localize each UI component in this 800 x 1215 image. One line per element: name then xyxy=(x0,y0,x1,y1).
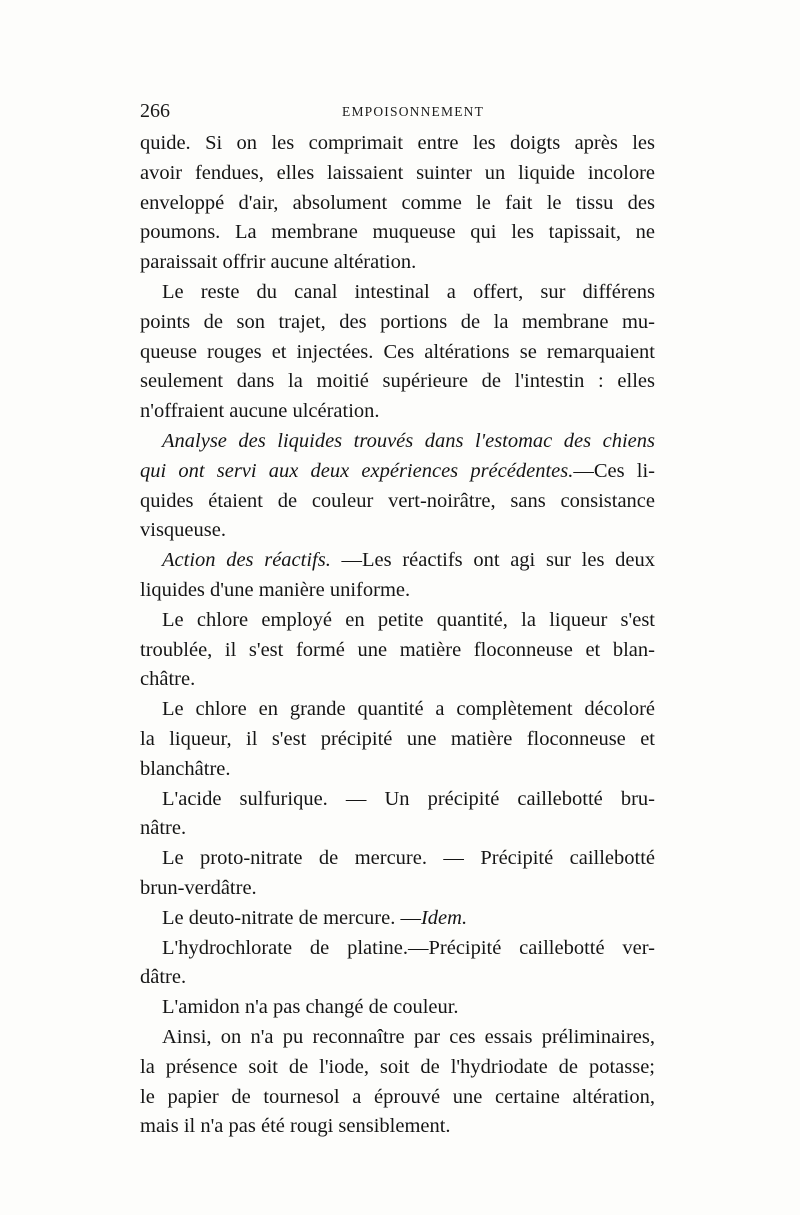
text-run: avoir fendues, elles laissaient suinter un liquide incolore xyxy=(140,161,655,184)
text-run: —Les réactifs ont agi sur les deux xyxy=(330,549,655,572)
text-line xyxy=(140,427,655,457)
text-run: blanchâtre. xyxy=(140,757,231,780)
text-line xyxy=(140,1053,655,1083)
text-run: L'amidon n'a pas changé de couleur. xyxy=(162,996,459,1019)
text-line xyxy=(140,963,655,993)
text-line xyxy=(140,397,655,427)
text-run: Le proto-nitrate de mercure. — Précipité caillebotté xyxy=(162,847,655,870)
page-number: 266 xyxy=(140,100,170,122)
italic-text: Action des réactifs. xyxy=(162,549,331,572)
text-run: Le reste du canal intestinal a offert, sur différens xyxy=(162,280,655,303)
text-line xyxy=(140,904,655,934)
text-run: dâtre. xyxy=(140,966,187,989)
text-run: brun-verdâtre. xyxy=(140,876,257,899)
text-line xyxy=(140,218,655,248)
text-line xyxy=(140,546,655,576)
text-run: liquides d'une manière uniforme. xyxy=(140,578,411,601)
text-line xyxy=(140,129,655,159)
running-head: EMPOISONNEMENT xyxy=(342,104,485,119)
text-line xyxy=(140,785,655,815)
text-run: Le chlore en grande quantité a complètement décoloré xyxy=(162,698,655,721)
text-run: châtre. xyxy=(140,668,196,691)
text-run: paraissait offrir aucune altération. xyxy=(140,251,417,274)
text-run: queuse rouges et injectées. Ces altérations se remarquaient xyxy=(140,340,655,363)
text-run: la liqueur, il s'est précipité une matière floconneuse et xyxy=(140,727,655,750)
text-run: nâtre. xyxy=(140,817,187,840)
italic-text: Idem. xyxy=(420,906,468,929)
text-run: Ainsi, on n'a pu reconnaître par ces essais préliminaires, xyxy=(162,1025,655,1048)
text-run: seulement dans la moitié supérieure de l'intestin : elles xyxy=(140,370,655,393)
text-line xyxy=(140,665,655,695)
text-line xyxy=(140,606,655,636)
text-run: Le deuto-nitrate de mercure. — xyxy=(162,906,421,929)
text-run: quides étaient de couleur vert-noirâtre, sans consistance xyxy=(140,489,655,512)
text-line xyxy=(140,934,655,964)
text-run: L'hydrochlorate de platine.—Précipité caillebotté ver- xyxy=(162,936,655,959)
text-line xyxy=(140,1112,655,1142)
text-run: poumons. La membrane muqueuse qui les tapissait, ne xyxy=(140,221,655,244)
text-run: —Ces li- xyxy=(573,459,656,482)
text-line xyxy=(140,1083,655,1113)
text-line xyxy=(140,338,655,368)
text-run: Le chlore employé en petite quantité, la liqueur s'est xyxy=(162,608,655,631)
text-line xyxy=(140,1023,655,1053)
text-run: n'offraient aucune ulcération. xyxy=(140,400,380,423)
text-line xyxy=(140,576,655,606)
body-text xyxy=(140,129,655,1142)
italic-text: qui ont servi aux deux expériences précédentes. xyxy=(140,459,574,482)
text-line xyxy=(140,308,655,338)
text-line xyxy=(140,159,655,189)
text-line xyxy=(140,814,655,844)
text-run: points de son trajet, des portions de la membrane mu- xyxy=(140,310,655,333)
text-line xyxy=(140,755,655,785)
text-run: enveloppé d'air, absolument comme le fait le tissu des xyxy=(140,191,655,214)
page-header xyxy=(140,100,655,126)
text-line xyxy=(140,516,655,546)
text-line xyxy=(140,457,655,487)
text-line xyxy=(140,993,655,1023)
text-line xyxy=(140,278,655,308)
text-run: mais il n'a pas été rougi sensiblement. xyxy=(140,1115,451,1138)
text-line xyxy=(140,636,655,666)
text-line xyxy=(140,695,655,725)
text-run: L'acide sulfurique. — Un précipité caillebotté bru- xyxy=(162,787,655,810)
text-line xyxy=(140,725,655,755)
text-run: le papier de tournesol a éprouvé une certaine altération, xyxy=(140,1085,655,1108)
text-line xyxy=(140,189,655,219)
text-line xyxy=(140,367,655,397)
text-line xyxy=(140,487,655,517)
text-run: troublée, il s'est formé une matière floconneuse et blan- xyxy=(140,638,655,661)
italic-text: Analyse des liquides trouvés dans l'estomac des chiens xyxy=(162,429,655,452)
text-line xyxy=(140,874,655,904)
text-run: quide. Si on les comprimait entre les doigts après les xyxy=(140,132,655,154)
text-line xyxy=(140,248,655,278)
text-run: la présence soit de l'iode, soit de l'hydriodate de potasse; xyxy=(140,1055,655,1078)
text-run: visqueuse. xyxy=(140,519,226,542)
text-line xyxy=(140,844,655,874)
